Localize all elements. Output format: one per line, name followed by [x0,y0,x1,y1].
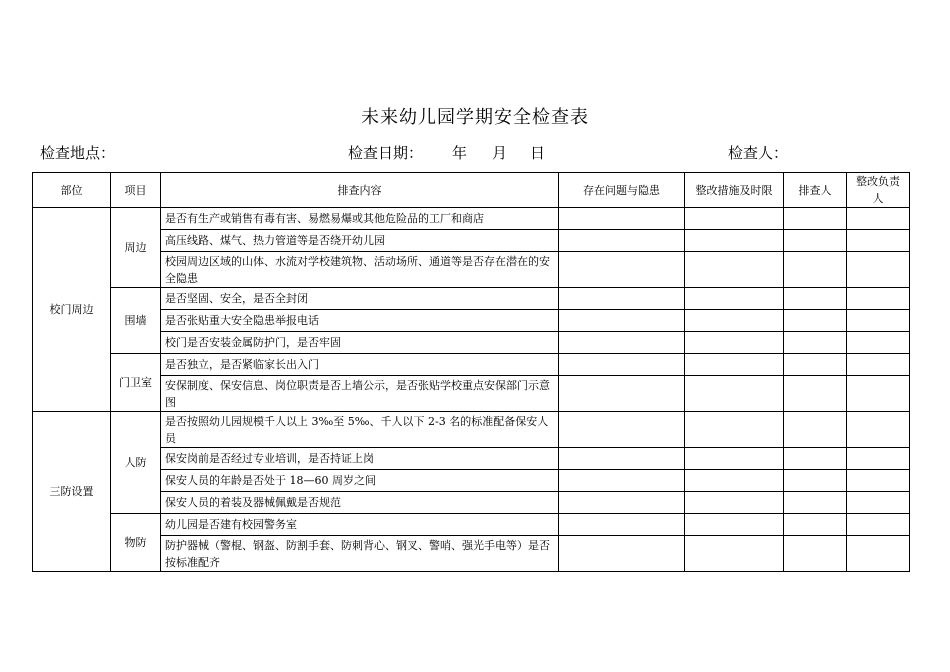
measure-cell[interactable] [685,376,784,412]
responsible-cell[interactable] [847,412,910,448]
responsible-cell[interactable] [847,252,910,288]
inspector-cell[interactable] [784,412,847,448]
measure-cell[interactable] [685,448,784,470]
issue-cell[interactable] [559,448,685,470]
table-row [33,332,910,354]
header-responsible: 整改负责人 [847,173,910,208]
table-row [33,376,910,412]
responsible-cell[interactable] [847,514,910,536]
inspector-cell[interactable] [784,448,847,470]
measure-cell[interactable] [685,354,784,376]
table-row [33,310,910,332]
measure-cell[interactable] [685,536,784,572]
measure-cell[interactable] [685,332,784,354]
inspector-cell[interactable] [784,288,847,310]
measure-cell[interactable] [685,310,784,332]
section-label: 三防设置 [33,412,111,572]
table-row [33,208,910,230]
issue-cell[interactable] [559,492,685,514]
responsible-cell[interactable] [847,354,910,376]
table-row [33,514,910,536]
header-row [33,173,910,208]
measure-cell[interactable] [685,514,784,536]
check-item: 保安岗前是否经过专业培训，是否持证上岗 [161,448,559,470]
group-label: 物防 [111,514,161,572]
measure-cell[interactable] [685,492,784,514]
inspector-cell[interactable] [784,208,847,230]
inspector-cell[interactable] [784,376,847,412]
measure-cell[interactable] [685,230,784,252]
table-row [33,492,910,514]
inspector-cell[interactable] [784,230,847,252]
issue-cell[interactable] [559,376,685,412]
table-row [33,536,910,572]
measure-cell[interactable] [685,208,784,230]
check-item: 安保制度、保安信息、岗位职责是否上墙公示，是否张贴学校重点安保部门示意图 [161,376,559,412]
measure-cell[interactable] [685,252,784,288]
page-title: 未来幼儿园学期安全检查表 [361,107,589,128]
responsible-cell[interactable] [847,310,910,332]
issue-cell[interactable] [559,536,685,572]
check-item: 保安人员的年龄是否处于 18—60 周岁之间 [161,470,559,492]
responsible-cell[interactable] [847,332,910,354]
header-item: 项目 [111,173,161,208]
inspector-cell[interactable] [784,354,847,376]
responsible-cell[interactable] [847,230,910,252]
check-item: 校园周边区域的山体、水流对学校建筑物、活动场所、通道等是否存在潜在的安全隐患 [161,252,559,288]
measure-cell[interactable] [685,470,784,492]
group-label: 围墙 [111,288,161,354]
issue-cell[interactable] [559,230,685,252]
issue-cell[interactable] [559,288,685,310]
responsible-cell[interactable] [847,470,910,492]
check-item: 校门是否安装金属防护门，是否牢固 [161,332,559,354]
month-label: 月 [492,144,508,162]
header-content: 排查内容 [161,173,559,208]
group-label: 人防 [111,412,161,514]
inspector-cell[interactable] [784,332,847,354]
responsible-cell[interactable] [847,448,910,470]
measure-cell[interactable] [685,288,784,310]
responsible-cell[interactable] [847,208,910,230]
inspector-cell[interactable] [784,310,847,332]
group-label: 门卫室 [111,354,161,412]
header-part: 部位 [33,173,111,208]
inspector-cell[interactable] [784,492,847,514]
location-label: 检查地点： [40,144,116,162]
check-item: 是否坚固、安全，是否全封闭 [161,288,559,310]
issue-cell[interactable] [559,332,685,354]
check-item: 保安人员的着装及器械佩戴是否规范 [161,492,559,514]
responsible-cell[interactable] [847,536,910,572]
responsible-cell[interactable] [847,492,910,514]
header-measures: 整改措施及时限 [685,173,784,208]
issue-cell[interactable] [559,208,685,230]
issue-cell[interactable] [559,310,685,332]
issue-cell[interactable] [559,354,685,376]
table-row [33,470,910,492]
header-issues: 存在问题与隐患 [559,173,685,208]
responsible-cell[interactable] [847,288,910,310]
responsible-cell[interactable] [847,376,910,412]
table-row [33,448,910,470]
check-item: 是否张贴重大安全隐患举报电话 [161,310,559,332]
table-row [33,252,910,288]
check-item: 是否有生产或销售有毒有害、易燃易爆或其他危险品的工厂和商店 [161,208,559,230]
check-item: 高压线路、煤气、热力管道等是否绕开幼儿园 [161,230,559,252]
inspector-cell[interactable] [784,470,847,492]
check-item: 防护器械（警棍、钢盔、防割手套、防刺背心、钢叉、警哨、强光手电等）是否按标准配齐 [161,536,559,572]
table-row [33,412,910,448]
header-inspector: 排查人 [784,173,847,208]
inspector-cell[interactable] [784,536,847,572]
check-item: 是否按照幼儿园规模千人以上 3‰至 5‰、千人以下 2-3 名的标准配备保安人员 [161,412,559,448]
table-row [33,354,910,376]
inspector-label: 检查人： [728,144,789,162]
table-row [33,288,910,310]
inspection-table [32,172,910,572]
year-label: 年 [452,144,468,162]
issue-cell[interactable] [559,252,685,288]
measure-cell[interactable] [685,412,784,448]
inspector-cell[interactable] [784,514,847,536]
issue-cell[interactable] [559,412,685,448]
check-item: 是否独立，是否紧临家长出入门 [161,354,559,376]
inspector-cell[interactable] [784,252,847,288]
group-label: 周边 [111,208,161,288]
day-label: 日 [530,144,546,162]
issue-cell[interactable] [559,514,685,536]
section-label: 校门周边 [33,208,111,412]
issue-cell[interactable] [559,470,685,492]
table-row [33,230,910,252]
check-item: 幼儿园是否建有校园警务室 [161,514,559,536]
date-label: 检查日期： [348,144,424,162]
